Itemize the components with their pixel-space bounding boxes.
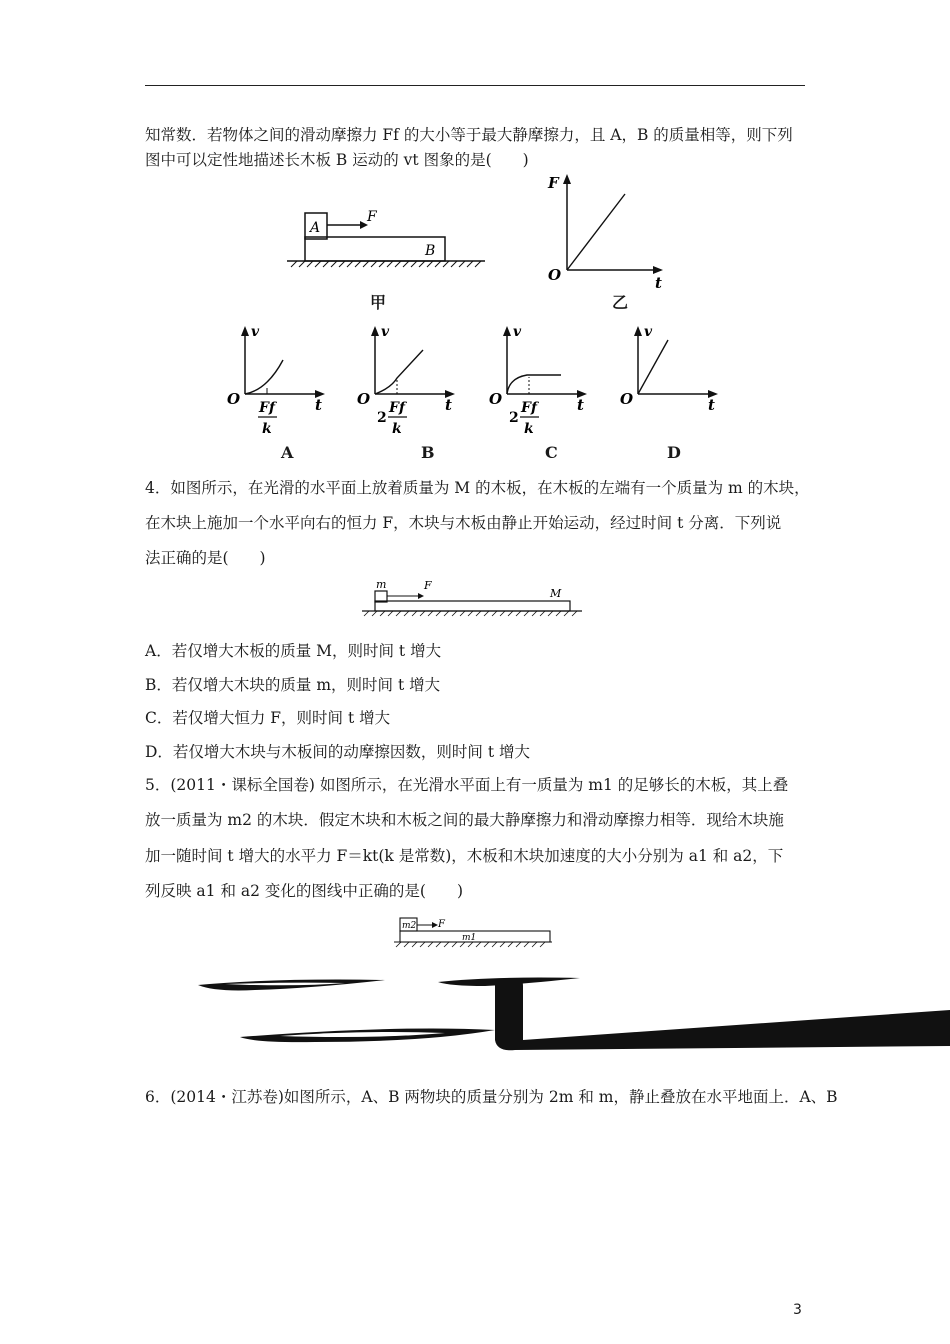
svg-text:v: v [381,324,390,340]
q6-text-line1: 6．(2014・江苏卷)如图所示，A、B 两物块的质量分别为 2m 和 m，静止叠放在水平地面上．A、B [145,1088,838,1106]
graph-option-c [487,322,597,442]
svg-text:F: F [424,579,432,592]
header-rule [145,85,805,86]
svg-text:k: k [392,421,402,437]
q4-choice-a: A．若仅增大木板的质量 M，则时间 t 增大 [145,642,442,660]
svg-text:O: O [489,390,503,408]
block-a-label: A [310,220,321,236]
svg-text:2: 2 [509,410,519,426]
q4-text-line3: 法正确的是( ) [145,549,266,567]
svg-text:O: O [620,390,634,408]
figure-jia-caption: 甲 [370,293,387,312]
q3-text-line1: 知常数．若物体之间的滑动摩擦力 Ff 的大小等于最大静摩擦力，且 A，B 的质量相等，则下列 [145,126,793,144]
graph-option-b [355,322,465,442]
svg-text:m: m [376,578,387,591]
svg-text:Ff: Ff [259,400,275,416]
q5-text-line2: 放一质量为 m2 的木块．假定木块和木板之间的最大静摩擦力和滑动摩擦力相等．现给木块施 [145,811,784,829]
yi-axis-t: t [655,274,662,292]
option-b-caption: B [421,443,435,462]
q4-text-line2: 在木块上施加一个水平向右的恒力 F，木块与木板由静止开始运动，经过时间 t 分离．下列说 [145,514,782,532]
svg-text:t: t [577,396,584,414]
svg-text:Ff: Ff [389,400,405,416]
garbled-graphs-artifact [195,970,950,1080]
svg-text:v: v [644,324,653,340]
figure-q5 [390,914,555,952]
svg-text:O: O [357,390,371,408]
svg-text:k: k [524,421,534,437]
svg-text:t: t [315,396,322,414]
option-c-caption: C [545,443,558,462]
figure-yi-caption: 乙 [612,293,629,312]
option-a-caption: A [281,443,294,462]
svg-text:v: v [513,324,522,340]
page-number: 3 [793,1302,802,1318]
svg-text:Ff: Ff [521,400,537,416]
q3-text-line2: 图中可以定性地描述长木板 B 运动的 vt 图象的是( ) [145,151,529,169]
svg-text:2: 2 [377,410,387,426]
figure-yi [545,172,675,292]
q5-text-line4: 列反映 a1 和 a2 变化的图线中正确的是( ) [145,882,464,900]
graph-option-d [618,322,728,442]
board-b-label: B [425,243,436,259]
yi-origin: O [548,266,562,284]
figure-q4 [360,575,590,620]
q4-text-line1: 4．如图所示，在光滑的水平面上放着质量为 M 的木板，在木板的左端有一个质量为 m 的木块， [145,479,810,497]
svg-text:v: v [251,324,260,340]
yi-axis-f: F [548,174,559,192]
q5-text-line1: 5．(2011・课标全国卷) 如图所示，在光滑水平面上有一质量为 m1 的足够长的木板，其上叠 [145,776,789,794]
figure-jia [285,205,495,270]
svg-text:t: t [445,396,452,414]
force-f-label: F [367,209,377,225]
q4-choice-d: D．若仅增大木块与木板间的动摩擦因数，则时间 t 增大 [145,743,531,761]
q4-choice-c: C．若仅增大恒力 F，则时间 t 增大 [145,709,391,727]
svg-text:M: M [550,587,562,600]
q5-text-line3: 加一随时间 t 增大的水平力 F＝kt(k 是常数)，木板和木块加速度的大小分别为 a1 和 a2，下 [145,847,784,865]
option-d-caption: D [667,443,681,462]
svg-text:O: O [227,390,241,408]
q4-choice-b: B．若仅增大木块的质量 m，则时间 t 增大 [145,676,441,694]
svg-text:m2: m2 [402,921,417,931]
svg-text:k: k [262,421,272,437]
svg-text:F: F [438,919,445,930]
graph-option-a [225,322,335,442]
svg-text:m1: m1 [462,933,477,943]
svg-text:t: t [708,396,715,414]
